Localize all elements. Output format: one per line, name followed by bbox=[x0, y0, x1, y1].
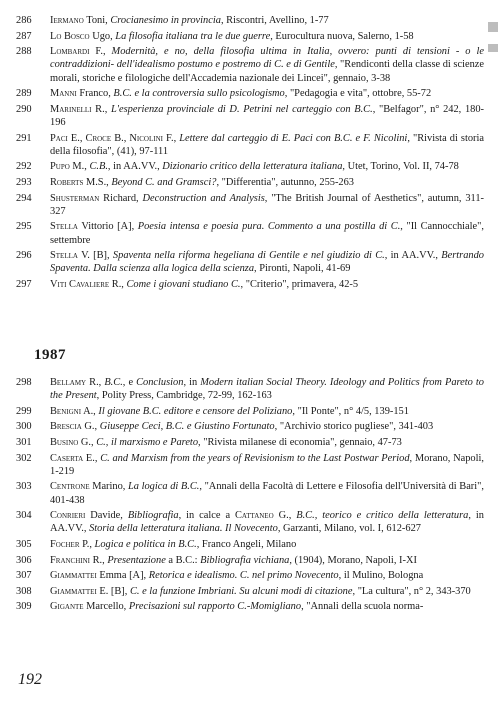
entry-text bbox=[50, 15, 329, 26]
entry-number: 301 bbox=[16, 436, 32, 448]
entry-number: 308 bbox=[16, 585, 32, 597]
entry-detail: , "Rendiconti della classe di scienze morali, storiche e filologiche dell'Accademia nazionale dei Lincei", gennaio, 3-38 bbox=[50, 59, 484, 84]
author-name: Busino bbox=[50, 436, 79, 448]
entry-detail: E., bbox=[83, 452, 101, 464]
work-title: Modern italian Social Theory. Ideology and Politics from Pareto to the Present bbox=[50, 377, 485, 402]
entry-detail: Richard, bbox=[99, 192, 143, 204]
entry-number: 293 bbox=[16, 176, 32, 188]
bibliography-entry bbox=[0, 249, 500, 275]
author-name: Viti Cavaliere bbox=[50, 278, 110, 290]
work-title: Deconstruction and Analysis bbox=[142, 192, 265, 204]
entry-detail: Vittorio [A], bbox=[77, 221, 138, 233]
author-name: Brescia bbox=[50, 421, 82, 433]
bibliography-entry bbox=[0, 405, 500, 418]
entry-number: 288 bbox=[16, 46, 32, 58]
author-name: Centrone bbox=[50, 481, 90, 493]
entry-text bbox=[50, 421, 433, 432]
work-title: B.C. bbox=[104, 377, 123, 388]
entry-detail: , Morano, Napoli, 1-219 bbox=[50, 452, 484, 477]
entry-detail: G., bbox=[273, 510, 297, 522]
work-title: Bertrando Spaventa. Dalla scienza alla logica della scienza bbox=[50, 250, 484, 275]
entry-number: 286 bbox=[16, 15, 32, 26]
entry-detail: B., bbox=[111, 132, 130, 144]
entry-detail: , "Rivista di storia della filosofia", (41), 97-111 bbox=[50, 132, 484, 157]
entry-detail: , "Il Cannocchiale", settembre bbox=[50, 221, 485, 246]
entry-detail: , "The British Journal of Aesthetics", autumn, 311-327 bbox=[50, 192, 484, 217]
edge-scan-mark bbox=[488, 44, 498, 52]
bibliography-entry bbox=[0, 569, 500, 582]
entry-detail: , "Belfagor", n° 242, 180-196 bbox=[50, 103, 484, 128]
author-name: Cattaneo bbox=[235, 510, 274, 522]
entry-number: 309 bbox=[16, 601, 32, 613]
entry-text bbox=[50, 31, 414, 42]
work-title: L'esperienza provinciale di D. Petrini nel carteggio con B.C. bbox=[110, 103, 373, 115]
bibliography-entry bbox=[0, 480, 500, 506]
author-name: Gigante bbox=[50, 601, 84, 613]
entry-detail: , in AA.VV., bbox=[384, 250, 442, 262]
bibliography-entry bbox=[0, 14, 500, 27]
entry-detail: Ugo, bbox=[89, 30, 116, 42]
work-title: Dizionario critico della letteratura italiana bbox=[162, 161, 343, 173]
entry-number: 300 bbox=[16, 421, 32, 433]
bibliography-entry bbox=[0, 220, 500, 246]
entry-detail: E. [B], bbox=[96, 585, 130, 597]
bibliography-list-1987 bbox=[0, 376, 500, 616]
entry-detail: V. [B], bbox=[77, 250, 113, 262]
entry-detail: , Riscontri, Avellino, 1-77 bbox=[220, 15, 329, 26]
entry-number: 299 bbox=[16, 405, 32, 417]
work-title: C. and Marxism from the years of Revisionism to the Last Postwar Period bbox=[100, 452, 410, 464]
entry-number: 302 bbox=[16, 452, 32, 464]
entry-number: 298 bbox=[16, 377, 32, 388]
entry-detail: R., bbox=[86, 377, 105, 388]
work-title: Poesia intensa e poesia pura. Commento a una postilla di C. bbox=[137, 221, 401, 233]
entry-number: 306 bbox=[16, 554, 32, 566]
author-name: Croce bbox=[85, 132, 112, 144]
entry-number: 307 bbox=[16, 570, 32, 582]
entry-detail: , e bbox=[122, 377, 137, 388]
work-title: La logica di B.C. bbox=[128, 481, 200, 493]
entry-number: 296 bbox=[16, 250, 32, 262]
entry-text bbox=[50, 406, 409, 417]
entry-text bbox=[50, 570, 423, 581]
entry-text bbox=[50, 510, 484, 534]
entry-detail: G., bbox=[78, 436, 97, 448]
entry-text bbox=[50, 601, 423, 612]
bibliography-entry bbox=[0, 376, 500, 402]
entry-text bbox=[50, 437, 402, 448]
work-title: Bibliografia bbox=[127, 510, 179, 522]
bibliography-entry bbox=[0, 160, 500, 173]
bibliography-entry bbox=[0, 87, 500, 100]
work-title: Spaventa nella riforma hegeliana di Gentile e nel giudizio di C. bbox=[112, 250, 385, 262]
page-number: 192 bbox=[18, 671, 42, 688]
bibliography-entry bbox=[0, 554, 500, 567]
bibliography-entry bbox=[0, 452, 500, 478]
entry-detail: , Utet, Torino, Vol. II, 74-78 bbox=[342, 161, 459, 173]
bibliography-entry bbox=[0, 509, 500, 535]
entry-detail: , "La cultura", n° 2, 343-370 bbox=[352, 585, 471, 597]
author-name: Roberts bbox=[50, 176, 84, 188]
author-name: Caserta bbox=[50, 452, 84, 464]
author-name: Stella bbox=[50, 221, 78, 233]
bibliography-entry bbox=[0, 30, 500, 43]
entry-detail: Emma [A], bbox=[96, 570, 149, 582]
entry-text bbox=[50, 279, 358, 290]
entry-detail: , Franco Angeli, Milano bbox=[196, 538, 297, 550]
entry-detail: Toni, bbox=[83, 15, 111, 26]
bibliography-entry bbox=[0, 585, 500, 598]
author-name: Marinelli bbox=[50, 103, 92, 115]
bibliography-list-before-1987 bbox=[0, 14, 500, 294]
entry-number: 289 bbox=[16, 88, 32, 100]
work-title: C., il marxismo e Pareto bbox=[96, 436, 199, 448]
entry-detail: , Pironti, Napoli, 41-69 bbox=[254, 263, 351, 275]
edge-scan-mark bbox=[488, 22, 498, 32]
work-title: C. e la funzione Imbriani. Su alcuni modi di citazione bbox=[129, 585, 353, 597]
work-title: Bibliografia vichiana bbox=[200, 554, 290, 566]
author-name: Bellamy bbox=[50, 377, 87, 388]
entry-detail: R., bbox=[91, 103, 111, 115]
work-title: Crocianesimo in provincia bbox=[110, 15, 221, 26]
entry-text bbox=[50, 539, 296, 550]
bibliography-entry bbox=[0, 45, 500, 85]
entry-text bbox=[50, 46, 484, 83]
entry-text bbox=[50, 193, 484, 217]
entry-text bbox=[50, 250, 484, 274]
work-title: C.B. bbox=[89, 161, 108, 173]
bibliography-entry bbox=[0, 176, 500, 189]
author-name: Iermano bbox=[50, 15, 84, 26]
entry-detail: , Garzanti, Milano, vol. I, 612-627 bbox=[277, 523, 421, 535]
work-title: La filosofia italiana tra le due guerre bbox=[115, 30, 271, 42]
entry-detail: , "Annali della Facoltà di Lettere e Filosofia dell'Università di Bari", 401-438 bbox=[50, 481, 484, 506]
entry-number: 304 bbox=[16, 510, 32, 522]
entry-text bbox=[50, 453, 484, 477]
entry-detail: , Polity Press, Cambridge, 72-99, 162-163 bbox=[96, 390, 272, 402]
bibliography-entry bbox=[0, 538, 500, 551]
author-name: Shusterman bbox=[50, 192, 100, 204]
entry-detail: Davide, bbox=[85, 510, 128, 522]
entry-detail: , Eurocultura nuova, Salerno, 1-58 bbox=[270, 30, 414, 42]
work-title: Precisazioni sul rapporto C.-Momigliano bbox=[128, 601, 302, 613]
entry-text bbox=[50, 104, 484, 128]
entry-text bbox=[50, 555, 417, 566]
entry-detail: Franco, bbox=[76, 88, 114, 100]
entry-detail: E., bbox=[67, 132, 86, 144]
entry-number: 303 bbox=[16, 481, 32, 493]
entry-text bbox=[50, 221, 484, 245]
author-name: Giammattei bbox=[50, 585, 97, 597]
entry-detail: G., bbox=[81, 421, 100, 433]
entry-number: 294 bbox=[16, 192, 32, 204]
work-title: Storia della letteratura italiana. Il Novecento bbox=[89, 523, 278, 535]
entry-number: 295 bbox=[16, 221, 32, 233]
work-title: B.C., teorico e critico della letteratura bbox=[296, 510, 469, 522]
author-name: Pupo bbox=[50, 161, 70, 173]
entry-detail: , "Differentia", autunno, 255-263 bbox=[216, 176, 355, 188]
work-title: B.C. e la controversia sullo psicologismo bbox=[113, 88, 285, 100]
author-name: Focher bbox=[50, 538, 80, 550]
entry-detail: , il Mulino, Bologna bbox=[338, 570, 424, 582]
entry-detail: P., bbox=[79, 538, 95, 550]
section-year-heading: 1987 bbox=[34, 347, 66, 363]
author-name: Giammattei bbox=[50, 570, 97, 582]
work-title: Conclusion bbox=[136, 377, 184, 388]
entry-text bbox=[50, 481, 484, 505]
entry-detail: R., bbox=[109, 278, 127, 290]
entry-detail: Marcello, bbox=[83, 601, 129, 613]
entry-detail: , (1904), Morano, Napoli, I-XI bbox=[289, 554, 417, 566]
entry-detail: M.S., bbox=[83, 176, 112, 188]
entry-text bbox=[50, 88, 431, 99]
entry-detail: , "Criterio", primavera, 42-5 bbox=[240, 278, 359, 290]
author-name: Franchini bbox=[50, 554, 90, 566]
entry-detail: , in calce a bbox=[178, 510, 235, 522]
bibliography-entry bbox=[0, 278, 500, 291]
work-title: Retorica e idealismo. C. nel primo Novecento bbox=[148, 570, 339, 582]
author-name: Nicolini bbox=[129, 132, 163, 144]
entry-number: 290 bbox=[16, 103, 32, 115]
entry-number: 292 bbox=[16, 161, 32, 173]
work-title: Presentazione bbox=[107, 554, 166, 566]
entry-text bbox=[50, 133, 484, 157]
entry-detail: , "Archivio storico pugliese", 341-403 bbox=[274, 421, 434, 433]
entry-text bbox=[50, 586, 471, 597]
entry-detail: M., bbox=[69, 161, 90, 173]
entry-detail: , "Il Ponte", n° 4/5, 139-151 bbox=[292, 405, 409, 417]
entry-detail: F., bbox=[162, 132, 180, 144]
author-name: Lo Bosco bbox=[50, 30, 90, 42]
entry-text bbox=[50, 161, 459, 172]
bibliography-entry bbox=[0, 420, 500, 433]
entry-detail: , "Rivista milanese di economia", gennaio, 47-73 bbox=[198, 436, 402, 448]
bibliography-entry bbox=[0, 103, 500, 129]
work-title: Giuseppe Ceci, B.C. e Giustino Fortunato bbox=[99, 421, 275, 433]
entry-number: 291 bbox=[16, 132, 32, 144]
work-title: Beyond C. and Gramsci? bbox=[111, 176, 217, 188]
work-title: Logica e politica in B.C. bbox=[94, 538, 197, 550]
entry-detail: Marino, bbox=[89, 481, 129, 493]
author-name: Lombardi bbox=[50, 46, 90, 58]
bibliography-entry bbox=[0, 436, 500, 449]
entry-detail: , in bbox=[183, 377, 201, 388]
bibliography-entry bbox=[0, 132, 500, 158]
entry-detail: , in AA.VV., bbox=[50, 510, 484, 535]
author-name: Manni bbox=[50, 88, 77, 100]
entry-text bbox=[50, 177, 354, 188]
author-name: Benigni bbox=[50, 405, 82, 417]
entry-detail: R., bbox=[90, 554, 108, 566]
entry-text bbox=[50, 377, 484, 401]
bibliography-entry bbox=[0, 192, 500, 218]
entry-detail: a B.C.: bbox=[165, 554, 201, 566]
bibliography-entry bbox=[0, 600, 500, 613]
author-name: Conrieri bbox=[50, 510, 86, 522]
entry-detail: , "Annali della scuola norma- bbox=[301, 601, 424, 613]
entry-number: 305 bbox=[16, 538, 32, 550]
entry-detail: F., bbox=[89, 46, 112, 58]
entry-number: 287 bbox=[16, 30, 32, 42]
entry-detail: A., bbox=[81, 405, 99, 417]
entry-detail: , in AA.VV., bbox=[107, 161, 163, 173]
work-title: Lettere dal carteggio di E. Paci con B.C. e F. Nicolini bbox=[179, 132, 408, 144]
entry-detail: , "Pedagogia e vita", ottobre, 55-72 bbox=[284, 88, 432, 100]
entry-number: 297 bbox=[16, 278, 32, 290]
author-name: Paci bbox=[50, 132, 68, 144]
author-name: Stella bbox=[50, 250, 78, 262]
work-title: Modernità, e no, della filosofia ultima in Italia, ovvero: punti di tensioni - o le contraddizioni- dell'idealismo postumo e postremo di C. e di Gentile bbox=[50, 46, 484, 71]
work-title: Il giovane B.C. editore e censore del Poliziano bbox=[98, 405, 293, 417]
work-title: Come i giovani studiano C. bbox=[126, 278, 241, 290]
